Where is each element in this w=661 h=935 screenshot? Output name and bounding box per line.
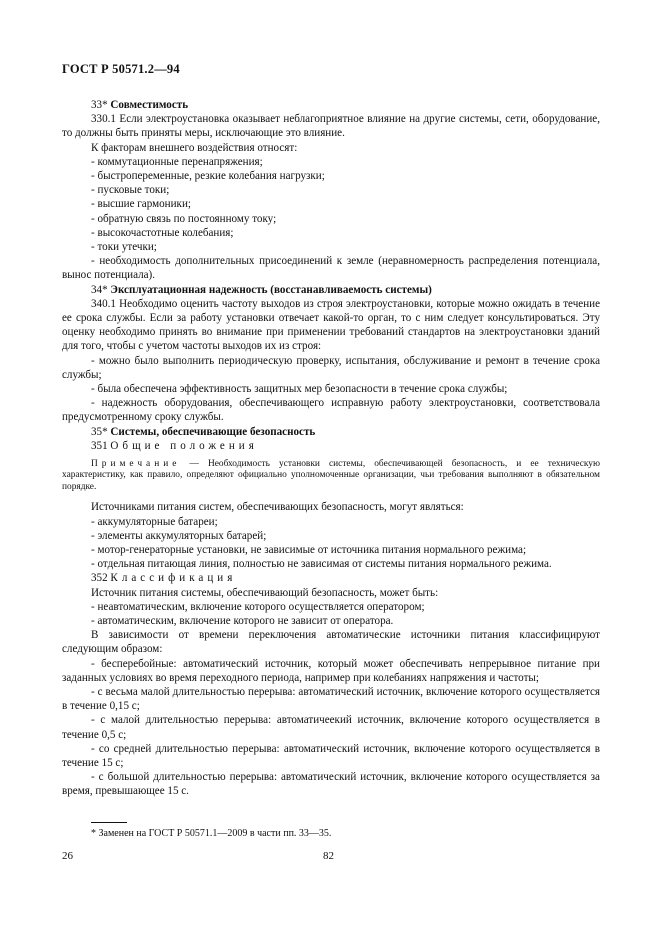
paragraph xyxy=(62,439,600,453)
paragraph-text: В зависимости от времени переключения автоматические источники питания классифицируют следующим образом: xyxy=(62,629,600,656)
paragraph xyxy=(62,557,600,571)
paragraph xyxy=(62,529,600,543)
paragraph-text: 330.1 Если электроустановка оказывает неблагоприятное влияние на другие системы, сети, оборудование, то должны быть приняты меры, исключающие это влияние. xyxy=(62,113,600,140)
paragraph xyxy=(62,212,600,226)
paragraph-text: - можно было выполнить периодическую проверку, испытания, обслуживание и ремонт в течение срока службы; xyxy=(62,354,600,381)
paragraph-text: - токи утечки; xyxy=(91,241,157,254)
paragraph xyxy=(62,459,600,493)
paragraph-text: - обратную связь по постоянному току; xyxy=(91,212,277,225)
paragraph-text: 35* xyxy=(91,425,111,438)
paragraph-text: 34* xyxy=(91,283,111,296)
paragraph xyxy=(62,240,600,254)
paragraph-text: - с весьма малой длительностью перерыва: автоматический источник, включение которого осуществляется в течение 0,15 с; xyxy=(62,685,600,713)
paragraph-text: - элементы аккумуляторных батарей; xyxy=(91,529,267,542)
section-heading: Совместимость xyxy=(110,99,189,111)
paragraph xyxy=(62,254,600,282)
paragraph xyxy=(62,283,600,297)
paragraph-text: К факторам внешнего воздействия относят: xyxy=(91,141,298,154)
spaced-heading: Примечание xyxy=(91,459,181,470)
paragraph-text: - с малой длительностью перерыва: автоматичеекий источник, включение которого осуществляется в течение 0,5 с; xyxy=(62,714,600,741)
paragraph-text: 352 xyxy=(91,572,111,585)
page-number-center: 82 xyxy=(323,850,334,862)
paragraph xyxy=(62,197,600,211)
footnote: * Заменен на ГОСТ Р 50571.1—2009 в части пп. 33—35. xyxy=(91,828,332,839)
paragraph xyxy=(62,770,600,798)
paragraph xyxy=(62,155,600,169)
paragraph xyxy=(62,685,600,713)
paragraph xyxy=(62,354,600,382)
paragraph xyxy=(62,98,600,112)
section-heading: Эксплуатационная надежность (восстанавливаемость системы) xyxy=(110,283,432,296)
paragraph-text: - мотор-генераторные установки, не зависимые от источника питания нормального режима; xyxy=(91,543,527,556)
paragraph-text: — Необходимость установки системы, обеспечивающей безопасность, и ее техническую характеристику, как правило, определяют официально уполномоченные организации, чьи требования выполняют в обязательном порядке. xyxy=(62,459,600,492)
paragraph-text: Источник питания системы, обеспечивающий безопасность, может быть: xyxy=(91,586,439,599)
paragraph-text: - с большой длительностью перерыва: автоматический источник, включение которого осуществляется за время, превышающее 15 с. xyxy=(62,771,600,798)
paragraph-text: - со средней длительностью перерыва: автоматический источник, включение которого осуществляется в течение 15 с; xyxy=(62,742,600,769)
paragraph xyxy=(62,141,600,155)
paragraph-text: 340.1 Необходимо оценить частоту выходов из строя электроустановки, которые можно ожидать в течение ее срока службы. Если за работу установки отвечает какой-то орган, то с ним следует консультироваться. Эту оценку необходимо принять во внимание при применении требований стандартов на электроустановки зданий для того, чтобы с учетом частоты выходов их из строя: xyxy=(62,297,600,353)
paragraph xyxy=(62,742,600,770)
paragraph-text: 33* xyxy=(91,99,111,111)
paragraph-text: - высшие гармоники; xyxy=(91,198,191,211)
paragraph xyxy=(62,226,600,240)
footnote-rule xyxy=(91,822,127,823)
paragraph-text: - была обеспечена эффективность защитных мер безопасности в течение срока службы; xyxy=(91,383,508,396)
paragraph xyxy=(62,586,600,600)
paragraph-text: - аккумуляторные батареи; xyxy=(91,515,218,528)
paragraph-text: - коммутационные перенапряжения; xyxy=(91,155,263,168)
document-body xyxy=(62,98,600,799)
page-number-left: 26 xyxy=(62,850,73,862)
document-header: ГОСТ Р 50571.2—94 xyxy=(62,62,180,76)
paragraph-text: - неавтоматическим, включение которого осуществляется оператором; xyxy=(91,600,425,613)
paragraph-text: - бесперебойные: автоматический источник, который может обеспечивать непрерывное питание при заданных условиях во время переходного периода, например при колебаниях напряжения и частоты; xyxy=(62,657,600,684)
paragraph xyxy=(62,543,600,557)
paragraph xyxy=(62,657,600,685)
paragraph xyxy=(62,515,600,529)
paragraph xyxy=(62,571,600,585)
paragraph-text: - высокочастотные колебания; xyxy=(91,226,234,239)
paragraph xyxy=(62,713,600,741)
paragraph-text: - отдельная питающая линия, полностью не зависимая от системы питания нормального режима. xyxy=(91,558,552,571)
paragraph xyxy=(62,112,600,140)
paragraph xyxy=(62,614,600,628)
paragraph xyxy=(62,500,600,514)
paragraph xyxy=(62,600,600,614)
spaced-heading: Классификация xyxy=(110,572,237,585)
paragraph xyxy=(62,183,600,197)
paragraph xyxy=(62,297,600,354)
paragraph xyxy=(62,628,600,656)
section-heading: Системы, обеспечивающие безопасность xyxy=(110,425,316,438)
paragraph xyxy=(62,382,600,396)
spaced-heading: Общие положения xyxy=(110,439,258,452)
paragraph xyxy=(62,425,600,439)
paragraph-text: Источниками питания систем, обеспечивающих безопасность, могут являться: xyxy=(91,501,464,514)
paragraph-text: - надежность оборудования, обеспечивающего исправную работу электроустановки, соответствовала предусмотренному сроку службы. xyxy=(62,397,600,424)
paragraph-text: - необходимость дополнительных присоединений к земле (неравномерность распределения потенциала, вынос потенциала). xyxy=(62,255,600,282)
paragraph xyxy=(62,396,600,424)
paragraph-text: - быстропеременные, резкие колебания нагрузки; xyxy=(91,170,325,183)
paragraph-text: - автоматическим, включение которого не зависит от оператора. xyxy=(91,614,394,627)
paragraph-text: - пусковые токи; xyxy=(91,184,170,197)
paragraph-text: 351 xyxy=(91,439,111,452)
paragraph xyxy=(62,169,600,183)
